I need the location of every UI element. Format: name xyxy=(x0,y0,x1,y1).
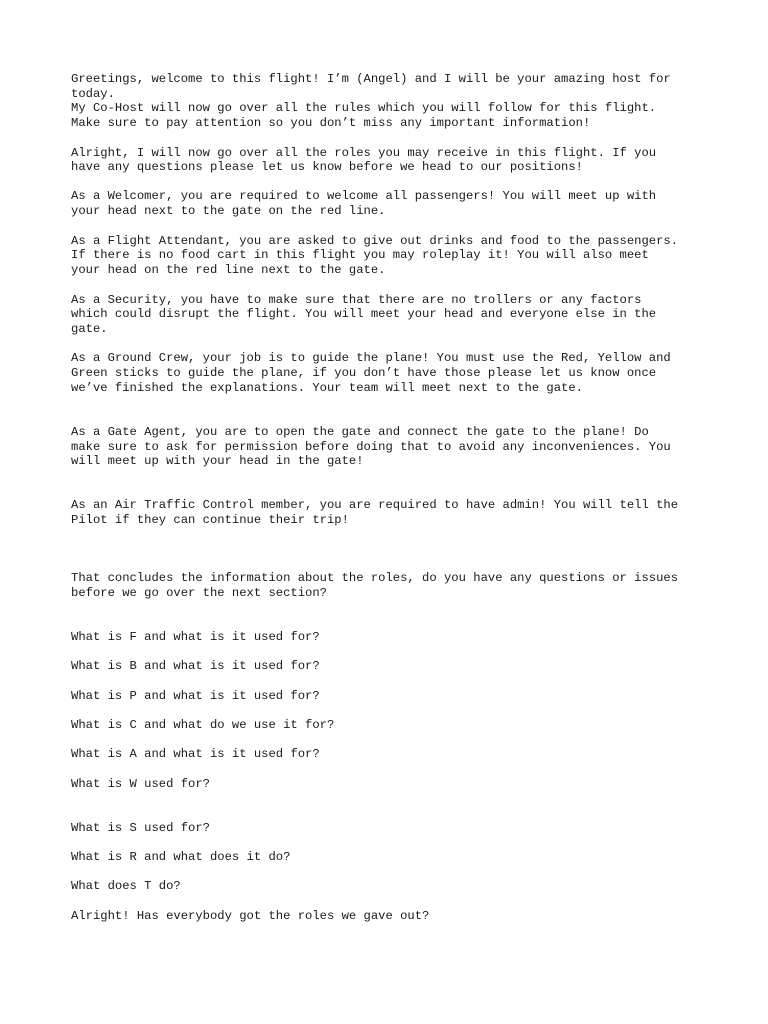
question-item: What is S used for? xyxy=(71,821,210,835)
intro-line: today. xyxy=(71,87,115,101)
ground-crew-line: As a Ground Crew, your job is to guide the plane! You must use the Red, Yellow and xyxy=(71,351,671,365)
gate-agent-line: As a Gate Agent, you are to open the gate and connect the gate to the plane! Do xyxy=(71,425,649,439)
atc-line: As an Air Traffic Control member, you are required to have admin! You will tell the xyxy=(71,498,679,512)
question-item: What is R and what does it do? xyxy=(71,850,291,864)
security-line: As a Security, you have to make sure that there are no trollers or any factors xyxy=(71,293,642,307)
atc-line: Pilot if they can continue their trip! xyxy=(71,513,349,527)
welcomer-line: As a Welcomer, you are required to welcome all passengers! You will meet up with xyxy=(71,189,657,203)
intro-line: Make sure to pay attention so you don’t miss any important information! xyxy=(71,116,591,130)
closing-line: Alright! Has everybody got the roles we gave out? xyxy=(71,909,430,923)
flight-attendant-line: If there is no food cart in this flight you may roleplay it! You will also meet xyxy=(71,248,649,262)
question-item: What is A and what is it used for? xyxy=(71,747,320,761)
roles-intro-line: Alright, I will now go over all the roles you may receive in this flight. If you xyxy=(71,146,657,160)
security-line: gate. xyxy=(71,322,108,336)
conclusion-line: before we go over the next section? xyxy=(71,586,327,600)
intro-line: Greetings, welcome to this flight! I’m (Angel) and I will be your amazing host for xyxy=(71,72,671,86)
question-item: What is F and what is it used for? xyxy=(71,630,320,644)
roles-intro-line: have any questions please let us know before we head to our positions! xyxy=(71,160,583,174)
gate-agent-line: will meet up with your head in the gate! xyxy=(71,454,364,468)
question-item: What is C and what do we use it for? xyxy=(71,718,335,732)
ground-crew-line: we’ve finished the explanations. Your team will meet next to the gate. xyxy=(71,381,583,395)
question-item: What is P and what is it used for? xyxy=(71,689,320,703)
ground-crew-line: Green sticks to guide the plane, if you don’t have those please let us know once xyxy=(71,366,657,380)
question-item: What does T do? xyxy=(71,879,181,893)
intro-line: My Co-Host will now go over all the rules which you will follow for this flight. xyxy=(71,101,657,115)
flight-attendant-line: As a Flight Attendant, you are asked to give out drinks and food to the passengers. xyxy=(71,234,679,248)
gate-agent-line: make sure to ask for permission before doing that to avoid any inconveniences. You xyxy=(71,440,671,454)
question-item: What is W used for? xyxy=(71,777,210,791)
conclusion-line: That concludes the information about the roles, do you have any questions or issues xyxy=(71,571,679,585)
question-item: What is B and what is it used for? xyxy=(71,659,320,673)
flight-attendant-line: your head on the red line next to the gate. xyxy=(71,263,386,277)
security-line: which could disrupt the flight. You will meet your head and everyone else in the xyxy=(71,307,657,321)
welcomer-line: your head next to the gate on the red line. xyxy=(71,204,386,218)
